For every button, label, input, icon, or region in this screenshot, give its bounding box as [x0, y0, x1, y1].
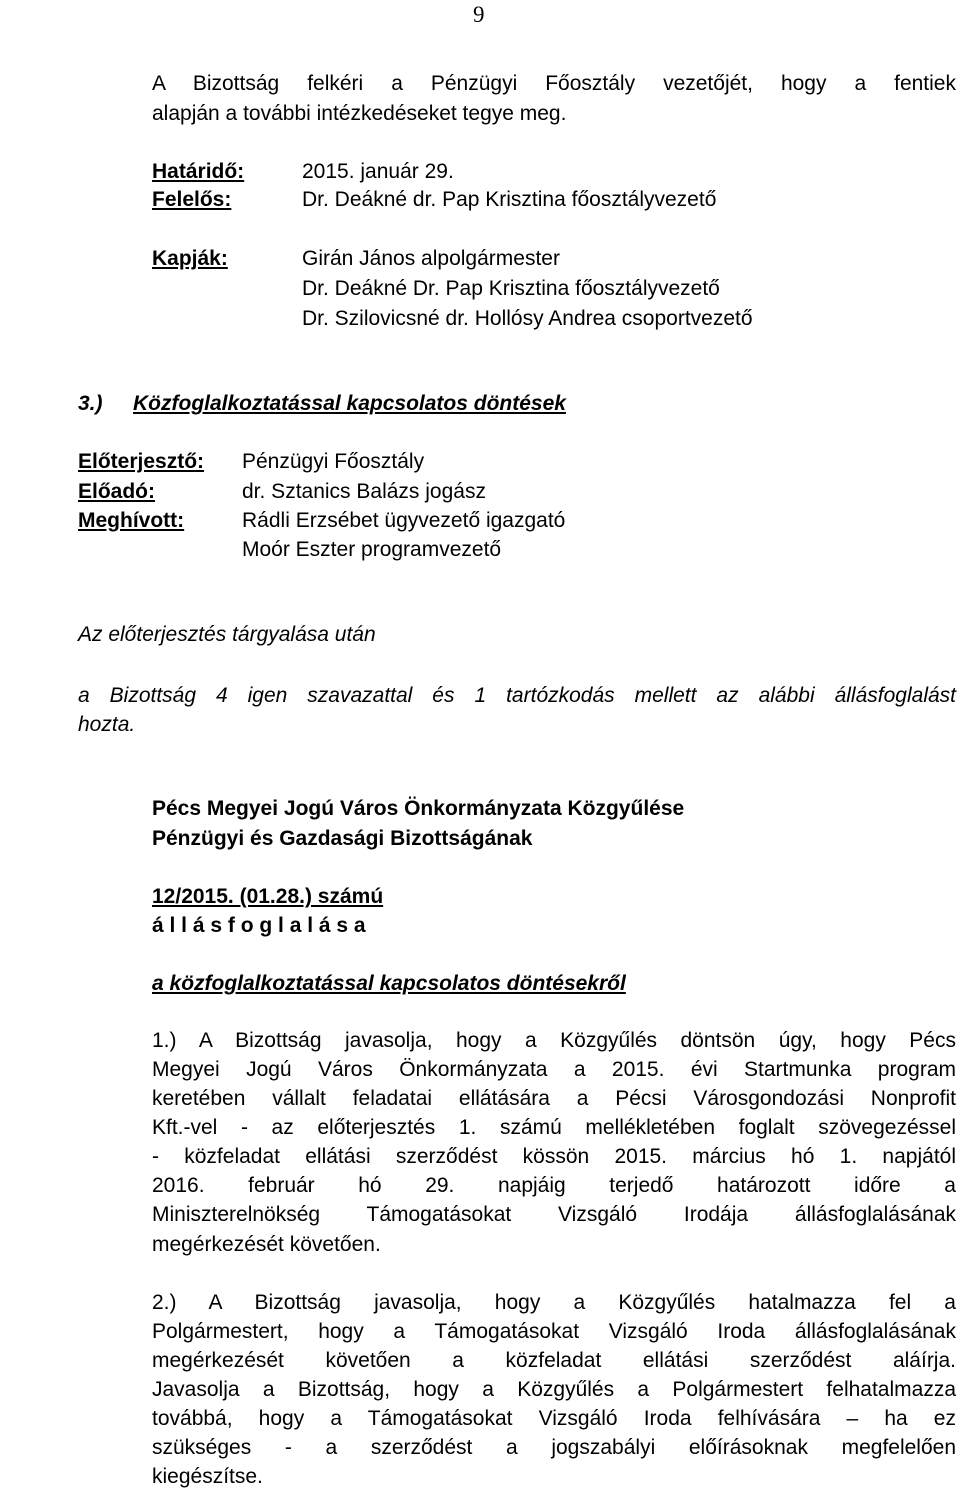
- speaker-value: dr. Sztanics Balázs jogász: [242, 480, 486, 503]
- invited-label: Meghívott:: [78, 509, 185, 532]
- section-title: Közfoglalkoztatással kapcsolatos döntések: [133, 392, 566, 415]
- resolution-body-2: Pénzügyi és Gazdasági Bizottságának: [152, 827, 533, 850]
- responsible-value: Dr. Deákné dr. Pap Krisztina főosztályvezető: [302, 188, 717, 211]
- intro-line-1: A Bizottság felkéri a Pénzügyi Főosztály vezetőjét, hogy a fentiek: [152, 72, 956, 95]
- vote-line-1: a Bizottság 4 igen szavazattal és 1 tartózkodás mellett az alábbi állásfoglalást: [78, 684, 956, 707]
- after-discussion: Az előterjesztés tárgyalása után: [78, 623, 376, 646]
- vote-line-2: hozta.: [78, 713, 136, 736]
- point-2-line: 2.) A Bizottság javasolja, hogy a Közgyűlés hatalmazza fel a: [152, 1291, 956, 1314]
- resolution-body-1: Pécs Megyei Jogú Város Önkormányzata Közgyűlése: [152, 797, 685, 820]
- resolution-subject: a közfoglalkoztatással kapcsolatos döntésekről: [152, 972, 626, 995]
- recipients-label: Kapják:: [152, 247, 228, 270]
- deadline-value: 2015. január 29.: [302, 160, 454, 183]
- point-1-line: 2016. február hó 29. napjáig terjedő határozott időre a: [152, 1174, 956, 1197]
- deadline-label: Határidő:: [152, 160, 245, 183]
- intro-line-2: alapján a további intézkedéseket tegye meg.: [152, 102, 567, 125]
- point-2-line: Javasolja a Bizottság, hogy a Közgyűlés a Polgármestert felhatalmazza: [152, 1378, 956, 1401]
- recipient-item: Dr. Szilovicsné dr. Hollósy Andrea csoportvezető: [302, 307, 753, 330]
- point-1-line: Megyei Jogú Város Önkormányzata a 2015. évi Startmunka program: [152, 1058, 956, 1081]
- point-2-line: továbbá, hogy a Támogatásokat Vizsgáló Iroda felhívására – ha ez: [152, 1407, 956, 1430]
- point-1-line: 1.) A Bizottság javasolja, hogy a Közgyűlés döntsön úgy, hogy Pécs: [152, 1029, 956, 1052]
- point-2-line: megérkezését követően a közfeladat ellátási szerződést aláírja.: [152, 1349, 956, 1372]
- resolution-number: 12/2015. (01.28.) számú: [152, 885, 384, 908]
- recipient-item: Girán János alpolgármester: [302, 247, 560, 270]
- invited-item: Moór Eszter programvezető: [242, 538, 502, 561]
- point-2-line: szükséges - a szerződést a jogszabályi előírásoknak megfelelően: [152, 1436, 956, 1459]
- page-number: 9: [473, 2, 485, 27]
- point-2-line: Polgármestert, hogy a Támogatásokat Vizsgáló Iroda állásfoglalásának: [152, 1320, 956, 1343]
- resolution-spaced-title: á l l á s f o g l a l á s a: [152, 914, 366, 937]
- recipient-item: Dr. Deákné Dr. Pap Krisztina főosztályvezető: [302, 277, 720, 300]
- presenter-value: Pénzügyi Főosztály: [242, 450, 425, 473]
- invited-item: Rádli Erzsébet ügyvezető igazgató: [242, 509, 566, 532]
- presenter-label: Előterjesztő:: [78, 450, 205, 473]
- speaker-label: Előadó:: [78, 480, 155, 503]
- point-2-line: kiegészítse.: [152, 1465, 263, 1488]
- point-1-line: keretében vállalt feladatai ellátására a Pécsi Városgondozási Nonprofit: [152, 1087, 956, 1110]
- point-1-line: Kft.-vel - az előterjesztés 1. számú mellékletében foglalt szövegezéssel: [152, 1116, 956, 1139]
- responsible-label: Felelős:: [152, 188, 232, 211]
- point-1-line: - közfeladat ellátási szerződést kössön 2015. március hó 1. napjától: [152, 1145, 956, 1168]
- point-1-line: megérkezését követően.: [152, 1233, 381, 1256]
- section-number: 3.): [78, 392, 103, 415]
- point-1-line: Miniszterelnökség Támogatásokat Vizsgáló Irodája állásfoglalásának: [152, 1203, 956, 1226]
